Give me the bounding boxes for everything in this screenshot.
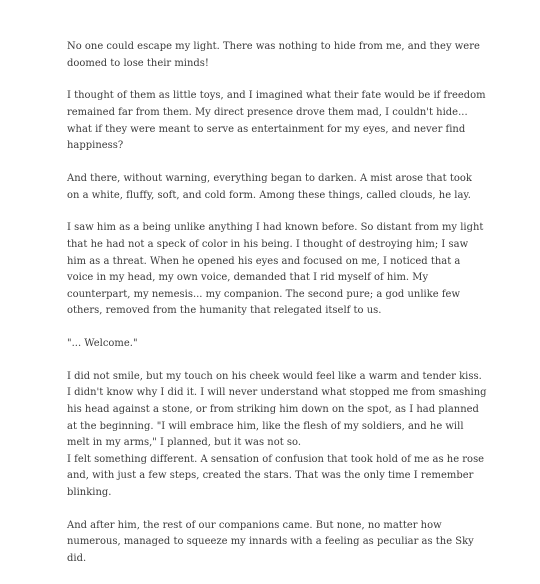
paragraph: I saw him as a being unlike anything I had known before. So distant from my light that he had not a speck of color in his being. I thought of destroying him; I saw him as a threat. When he opened his eyes and focused on me, I noticed that a voice in my head, my own voice, demanded that I rid myself of him. My counterpart, my nemesis... my companion. The second pure; a god unlike few others, removed from the humanity that relegated itself to us. bbox=[67, 222, 484, 317]
paragraph: And after him, the rest of our companions came. But none, no matter how numerous, managed to squeeze my innards with a feeling as peculiar as the Sky did. bbox=[67, 519, 474, 564]
paragraph: I did not smile, but my touch on his cheek would feel like a warm and tender kiss. I didn't know why I did it. I will never understand what stopped me from smashing his head against a stone, or from striking him down on the spot, as I had planned at the beginning. "I will embrace him, like the flesh of my soldiers, and he will melt in my arms," I planned, but it was not so. bbox=[67, 370, 487, 449]
paragraph: I thought of them as little toys, and I imagined what their fate would be if freedom remained far from them. My direct presence drove them mad, I couldn't hide... what if they were meant to serve as entertainment for my eyes, and never find happiness? bbox=[67, 90, 486, 152]
paragraph: No one could escape my light. There was nothing to hide from me, and they were doomed to lose their minds! bbox=[67, 41, 480, 69]
paragraph: I felt something different. A sensation of confusion that took hold of me as he rose and, with just a few steps, created the stars. That was the only time I remember blinking. bbox=[67, 453, 485, 498]
document-body bbox=[67, 39, 487, 584]
dialogue-line: "... Welcome." bbox=[67, 338, 138, 350]
paragraph: And there, without warning, everything began to darken. A mist arose that took on a white, fluffy, soft, and cold form. Among these things, called clouds, he lay. bbox=[67, 172, 472, 201]
